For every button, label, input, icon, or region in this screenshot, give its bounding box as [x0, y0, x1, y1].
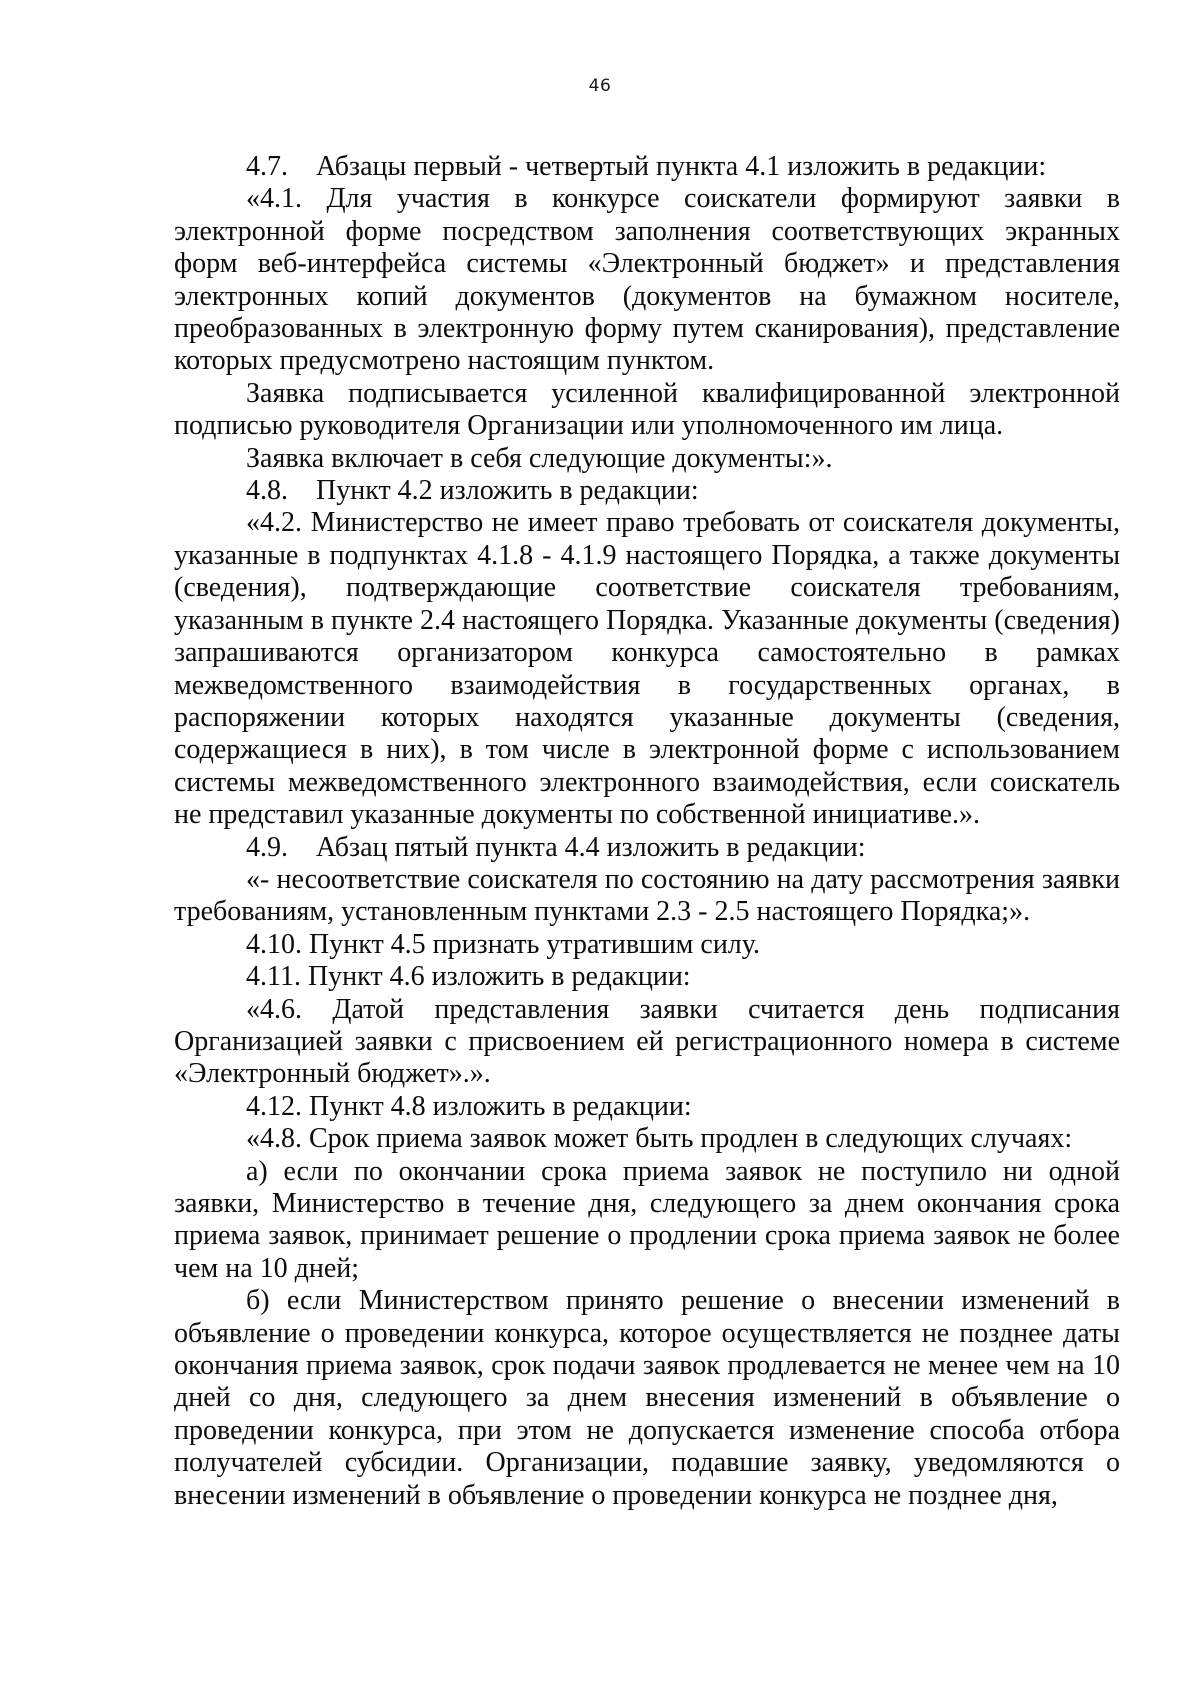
- paragraph-signature: Заявка подписывается усиленной квалифицированной электронной подписью руководителя Организации или уполномоченного им лица.: [174, 377, 1120, 442]
- paragraph-quote-4-1: «4.1. Для участия в конкурсе соискатели формируют заявки в электронной форме посредством заполнения соответствующих экранных форм веб-интерфейса системы «Электронный бюджет» и представления электронных копий документов (документов на бумажном носителе, преобразованных в электронную форму путем сканирования), представление которых предусмотрено настоящим пунктом.: [174, 183, 1120, 377]
- paragraph-4-10: 4.10. Пункт 4.5 признать утратившим силу.: [246, 928, 760, 960]
- paragraph-4-7: 4.7. Абзацы первый - четвертый пункта 4.1 изложить в редакции:: [246, 151, 1047, 182]
- paragraph-case-a: а) если по окончании срока приема заявок не поступило ни одной заявки, Министерство в течение дня, следующего за днем окончания срока приема заявок, принимает решение о продлении срока приема заявок не более чем на 10 дней;: [174, 1155, 1120, 1284]
- paragraph-4-12: 4.12. Пункт 4.8 изложить в редакции:: [246, 1090, 692, 1122]
- paragraph-quote-4-6: «4.6. Датой представления заявки считается день подписания Организацией заявки с присвоением ей регистрационного номера в системе «Электронный бюджет».».: [174, 993, 1120, 1090]
- document-body: [174, 151, 1120, 1512]
- paragraph-case-b: б) если Министерством принято решение о внесении изменений в объявление о проведении конкурса, которое осуществляется не позднее даты окончания приема заявок, срок подачи заявок продлевается не менее чем на 10 дней со дня, следующего за днем внесения изменений в объявление о проведении конкурса, при этом не допускается изменение способа отбора получателей субсидии. Организации, подавшие заявку, уведомляются о внесении изменений в объявление о проведении конкурса не позднее дня,: [174, 1285, 1120, 1511]
- paragraph-quote-4-8: «4.8. Срок приема заявок может быть продлен в следующих случаях:: [246, 1123, 1073, 1155]
- paragraph-4-9: 4.9. Абзац пятый пункта 4.4 изложить в редакции:: [246, 831, 866, 863]
- paragraph-4-11: 4.11. Пункт 4.6 изложить в редакции:: [246, 961, 691, 993]
- page-number: 46: [588, 76, 612, 96]
- paragraph-documents-list: Заявка включает в себя следующие документы:».: [246, 442, 833, 474]
- paragraph-quote-4-4: «- несоответствие соискателя по состоянию на дату рассмотрения заявки требованиям, установленным пунктами 2.3 - 2.5 настоящего Порядка;».: [174, 863, 1120, 928]
- paragraph-quote-4-2: «4.2. Министерство не имеет право требовать от соискателя документы, указанные в подпунктах 4.1.8 - 4.1.9 настоящего Порядка, а также документы (сведения), подтверждающие соответствие соискателя требованиям, указанным в пункте 2.4 настоящего Порядка. Указанные документы (сведения) запрашиваются организатором конкурса самостоятельно в рамках межведомственного взаимодействия в государственных органах, в распоряжении которых находятся указанные документы (сведения, содержащиеся в них), в том числе в электронной форме с использованием системы межведомственного электронного взаимодействия, если соискатель не представил указанные документы по собственной инициативе.».: [174, 507, 1120, 831]
- paragraph-4-8: 4.8. Пункт 4.2 изложить в редакции:: [246, 475, 699, 507]
